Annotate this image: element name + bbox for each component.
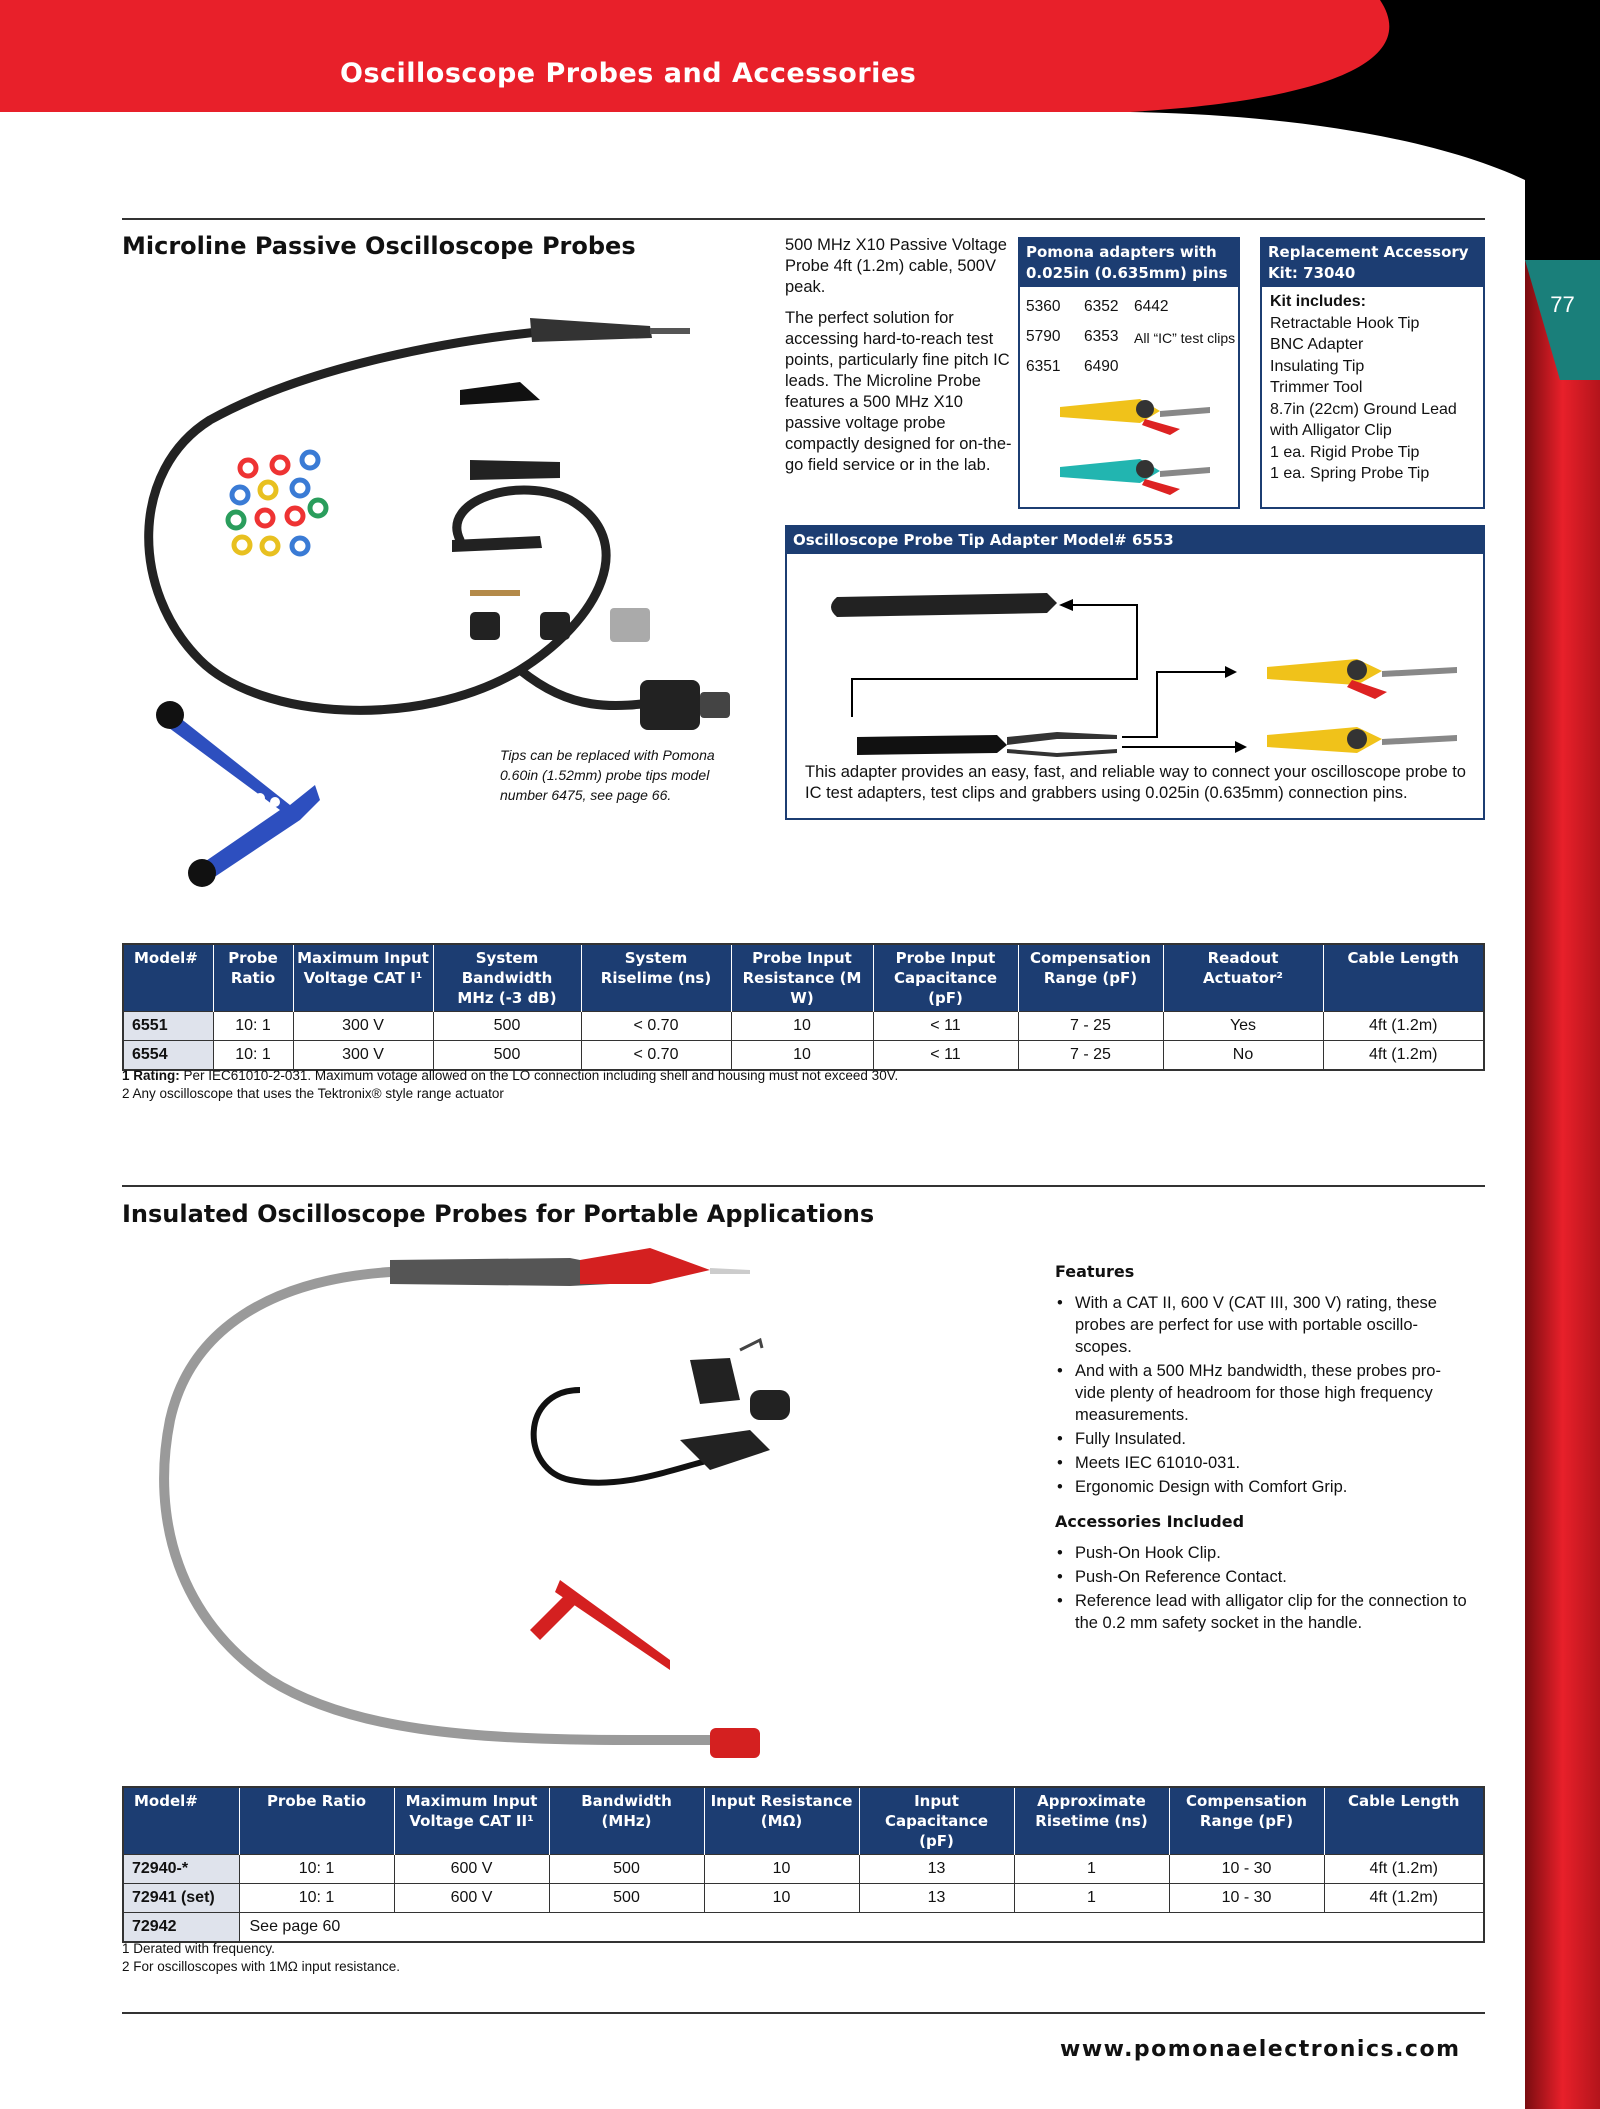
top-banner (0, 0, 1600, 180)
table-cell: 600 V (394, 1884, 549, 1913)
table-cell: 500 (433, 1041, 581, 1071)
table-cell: 10 (731, 1041, 873, 1071)
tips-caption: Tips can be replaced with Pomona 0.60in (1.52mm) probe tips model number 6475, see page 66. (500, 747, 715, 803)
table-cell: < 11 (873, 1041, 1018, 1071)
table-row (123, 1041, 1484, 1071)
microline-spec-table (122, 943, 1485, 1071)
table-header-row (123, 1787, 1484, 1855)
table-row (123, 1012, 1484, 1041)
footnote-label: 1 Rating: (122, 1068, 180, 1083)
kit-box-title (1262, 239, 1483, 287)
table-cell: 500 (433, 1012, 581, 1041)
col-header: Input Resistance (MΩ) (704, 1787, 859, 1855)
table-cell: 10: 1 (213, 1012, 293, 1041)
table-row (123, 1884, 1484, 1913)
table-cell: 4ft (1.2m) (1323, 1012, 1484, 1041)
list-item: • Reference lead with alligator clip for the connection to the 0.2 mm safety socket in the handle. (1055, 1590, 1475, 1634)
table-cell: 500 (549, 1884, 704, 1913)
kit-item: Trimmer Tool (1270, 379, 1363, 396)
list-item: • Push-On Hook Clip. (1055, 1542, 1475, 1564)
list-item: • Meets IEC 61010-031. (1055, 1452, 1465, 1474)
col-header: Compensation Range (pF) (1169, 1787, 1324, 1855)
col-header: Model# (123, 1787, 239, 1855)
kit-item: 8.7in (22cm) Ground Lead (1270, 400, 1457, 418)
table-cell: See page 60 (239, 1913, 1484, 1943)
section-title: Microline Passive Oscilloscope Probes (122, 232, 636, 260)
table-cell: < 0.70 (581, 1012, 731, 1041)
microline-probe-kit-image (140, 290, 760, 910)
col-header: Maximum Input Voltage CAT I¹ (293, 944, 433, 1012)
col-header: Probe Input Resistance (M W) (731, 944, 873, 1012)
tip-adapter-diagram (797, 567, 1477, 757)
adapters-title-line1: Pomona adapters with (1026, 243, 1217, 261)
col-header: Readout Actuator² (1163, 944, 1323, 1012)
kit-item: BNC Adapter (1270, 336, 1364, 353)
pin-model: 5790 (1026, 328, 1061, 345)
table-cell: < 0.70 (581, 1041, 731, 1071)
col-header: Cable Length (1323, 944, 1484, 1012)
table-cell: Yes (1163, 1012, 1323, 1041)
pin-model: All “IC” test clips (1134, 330, 1236, 346)
probe-description: The perfect solution for accessing hard-to-reach test points, particularly fine pitch IC leads. The Microline Probe features a 500 MHz X10 passive voltage probe compactly designed for on-the-go field service or in the lab. (785, 309, 1012, 474)
footer-divider (122, 2012, 1485, 2014)
table-cell: 72941 (set) (123, 1884, 239, 1913)
col-header: Probe Ratio (213, 944, 293, 1012)
table-cell: 10 (731, 1012, 873, 1041)
col-header: Cable Length (1324, 1787, 1484, 1855)
table-cell: 10 (704, 1884, 859, 1913)
tip-adapter-title: Oscilloscope Probe Tip Adapter Model# 6553 (787, 527, 1483, 554)
list-item: • With a CAT II, 600 V (CAT III, 300 V) rating, these probes are perfect for use with portable oscillo-scopes. (1055, 1292, 1465, 1358)
table-cell: 10 (704, 1855, 859, 1884)
section-title: Insulated Oscilloscope Probes for Portable Applications (122, 1200, 875, 1228)
kit-includes-label: Kit includes: (1270, 293, 1367, 310)
tip-adapter-description: This adapter provides an easy, fast, and reliable way to connect your oscilloscope probe to IC test adapters, test clips and grabbers using 0.025in (0.635mm) connection pins. (805, 763, 1466, 802)
kit-title-line1: Replacement Accessory (1268, 243, 1469, 261)
footnote-text: Per IEC61010-2-031. Maximum votage allowed on the LO connection including shell and housing must not exceed 30V. (179, 1068, 899, 1083)
adapters-title-line2: 0.025in (0.635mm) pins (1026, 264, 1228, 282)
pin-model: 6490 (1084, 358, 1119, 375)
features-list (1055, 1292, 1465, 1500)
table-cell: 1 (1014, 1855, 1169, 1884)
table-cell: 72940-* (123, 1855, 239, 1884)
col-header: Probe Input Capacitance (pF) (873, 944, 1018, 1012)
table-cell: 7 - 25 (1018, 1012, 1163, 1041)
footnote-2: 2 Any oscilloscope that uses the Tektronix® style range actuator (122, 1086, 504, 1101)
insulated-spec-table (122, 1786, 1485, 1943)
kit-item: 1 ea. Rigid Probe Tip (1270, 443, 1420, 461)
footnote-2: 2 For oscilloscopes with 1MΩ input resistance. (122, 1959, 400, 1974)
accessories-list (1055, 1542, 1475, 1636)
kit-title-line2: Kit: 73040 (1268, 264, 1356, 282)
kit-item: Insulating Tip (1270, 357, 1365, 375)
list-item: • Ergonomic Design with Comfort Grip. (1055, 1476, 1465, 1498)
col-header: System Bandwidth MHz (-3 dB) (433, 944, 581, 1012)
pin-model: 6442 (1134, 298, 1169, 315)
pin-model: 5360 (1026, 298, 1061, 315)
table-cell: 6551 (123, 1012, 213, 1041)
table-cell: 10 - 30 (1169, 1855, 1324, 1884)
col-header: Input Capacitance (pF) (859, 1787, 1014, 1855)
col-header: Maximum Input Voltage CAT II¹ (394, 1787, 549, 1855)
table-cell: 10: 1 (239, 1884, 394, 1913)
col-header: Model# (123, 944, 213, 1012)
kit-items (1262, 287, 1483, 489)
table-row (123, 1913, 1484, 1943)
features-heading: Features (1055, 1262, 1135, 1281)
table-cell: 72942 (123, 1913, 239, 1943)
table-cell: 300 V (293, 1041, 433, 1071)
table-cell: 10: 1 (239, 1855, 394, 1884)
table-cell: 13 (859, 1855, 1014, 1884)
pin-model: 6352 (1084, 298, 1119, 315)
section-divider (122, 1185, 1485, 1187)
table-cell: 300 V (293, 1012, 433, 1041)
probe-intro: 500 MHz X10 Passive Voltage Probe 4ft (1.2m) cable, 500V peak. (785, 236, 1007, 296)
replacement-kit-box (1260, 237, 1485, 509)
tip-adapter-box (785, 525, 1485, 820)
table-cell: < 11 (873, 1012, 1018, 1041)
table-cell: 7 - 25 (1018, 1041, 1163, 1071)
adapters-box (1018, 237, 1240, 509)
table-cell: No (1163, 1041, 1323, 1071)
table-cell: 4ft (1.2m) (1324, 1855, 1484, 1884)
kit-item: with Alligator Clip (1270, 422, 1392, 439)
table-cell: 4ft (1.2m) (1323, 1041, 1484, 1071)
insulated-probe-image (150, 1240, 810, 1760)
table-cell: 600 V (394, 1855, 549, 1884)
adapter-pin-list (1026, 297, 1236, 387)
test-clip-image (1050, 389, 1220, 504)
adapters-box-title (1020, 239, 1238, 287)
page-header-title: Oscilloscope Probes and Accessories (340, 58, 917, 89)
table-cell: 6554 (123, 1041, 213, 1071)
pin-model: 6353 (1084, 328, 1119, 345)
kit-item: 1 ea. Spring Probe Tip (1270, 465, 1430, 482)
list-item: • Push-On Reference Contact. (1055, 1566, 1475, 1588)
footnote-1: 1 Derated with frequency. (122, 1941, 275, 1956)
pin-model: 6351 (1026, 358, 1061, 375)
table-cell: 4ft (1.2m) (1324, 1884, 1484, 1913)
col-header: System Riselime (ns) (581, 944, 731, 1012)
section-divider (122, 218, 1485, 220)
table-cell: 500 (549, 1855, 704, 1884)
side-tab (1525, 180, 1600, 2109)
kit-item: Retractable Hook Tip (1270, 314, 1420, 332)
col-header: Approximate Risetime (ns) (1014, 1787, 1169, 1855)
table-cell: 13 (859, 1884, 1014, 1913)
col-header: Probe Ratio (239, 1787, 394, 1855)
table-header-row (123, 944, 1484, 1012)
footnote-1 (122, 1067, 1422, 1085)
list-item: • Fully Insulated. (1055, 1428, 1465, 1450)
col-header: Compensation Range (pF) (1018, 944, 1163, 1012)
table-cell: 10 - 30 (1169, 1884, 1324, 1913)
col-header: Bandwidth (MHz) (549, 1787, 704, 1855)
table-cell: 1 (1014, 1884, 1169, 1913)
table-cell: 10: 1 (213, 1041, 293, 1071)
table-row (123, 1855, 1484, 1884)
website-url[interactable]: www.pomonaelectronics.com (1060, 2037, 1461, 2062)
list-item: • And with a 500 MHz bandwidth, these probes pro-vide plenty of headroom for those high frequency measurements. (1055, 1360, 1465, 1426)
accessories-heading: Accessories Included (1055, 1512, 1245, 1531)
page-number: 77 (1550, 292, 1575, 317)
